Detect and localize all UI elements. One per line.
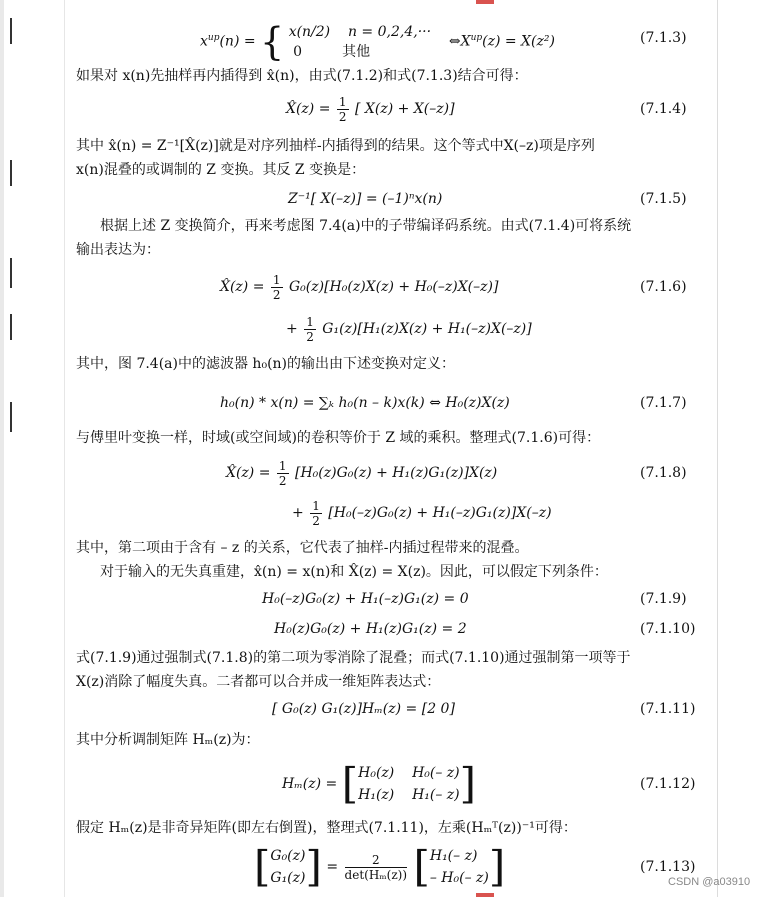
csdn-watermark: CSDN @a03910 [668, 876, 751, 888]
fraction [337, 95, 349, 124]
equation-number: (7.1.7) [640, 395, 687, 411]
equation-number: (7.1.3) [640, 30, 687, 46]
case-2-cond: 其他 [342, 43, 371, 60]
eq-expression: Z⁻¹[ X(–z)] = (–1)ⁿx(n) [288, 191, 443, 207]
paragraph-text: 与傅里叶变换一样，时域(或空间域)的卷积等价于 Z 域的乘积。整理式(7.1.6)可得： [76, 430, 601, 446]
eq-lhs: x [200, 33, 208, 50]
eq-rhs: X [460, 33, 471, 50]
eq-lhs: X̂(z) = [220, 279, 265, 295]
case-block [289, 22, 431, 62]
paragraph-text: 式(7.1.9)通过强制式(7.1.8)的第二项为零消除了混叠；而式(7.1.10)通过强制第一项等于 [76, 650, 631, 666]
eq-rhs: [ X(z) + X(–z)] [355, 101, 455, 117]
eq-lhs: Hₘ(z) = [282, 776, 338, 792]
matrix-row [358, 784, 460, 806]
equation-7-1-8 [0, 458, 783, 488]
fraction-denominator: 2 [278, 473, 287, 488]
vector-cell: – H₀(– z) [429, 870, 489, 886]
equation-number: (7.1.4) [640, 101, 687, 117]
fraction-numerator: 1 [306, 314, 314, 329]
fraction-numerator: 1 [312, 498, 320, 513]
vector-cell: H₁(– z) [429, 848, 478, 864]
eq-expression: h₀(n) * x(n) = ∑ₖ h₀(n – k)x(k) ⇔ H₀(z)X(z) [220, 395, 510, 411]
fraction-numerator: 1 [278, 458, 287, 473]
matrix-cell: H₁(– z) [412, 787, 460, 803]
equation-number: (7.1.5) [640, 191, 687, 207]
equation-7-1-4 [0, 94, 783, 124]
equals-sign: = [326, 859, 339, 875]
case-1-expr: x(n/2) [288, 23, 331, 40]
right-bracket: ] [488, 842, 506, 891]
fraction-numerator: 1 [338, 94, 347, 109]
plus-sign: + [292, 505, 304, 521]
equation-7-1-6 [0, 272, 783, 302]
left-bracket: [ [341, 759, 359, 808]
equation-number: (7.1.11) [640, 701, 696, 717]
matrix-cell: H₀(– z) [412, 765, 460, 781]
equivalence-arrow: ⇔ [448, 33, 461, 50]
matrix-cell: H₀(z) [358, 765, 395, 781]
fraction [271, 273, 283, 302]
fraction-denominator: 2 [312, 513, 320, 528]
paragraph-text: 假定 Hₘ(z)是非奇异矩阵(即左右倒置)，整理式(7.1.11)，左乘(Hₘᵀ(z))⁻¹可得： [76, 820, 577, 836]
eq-rhs: [H₀(z)G₀(z) + H₁(z)G₁(z)]X(z) [295, 465, 498, 481]
equation-number: (7.1.6) [640, 279, 687, 295]
equation-7-1-10 [0, 614, 783, 644]
fraction-denominator: 2 [338, 109, 347, 124]
fraction-denominator: det(Hₘ(z)) [344, 867, 408, 882]
right-bracket: ] [305, 842, 322, 891]
equation-7-1-5 [0, 184, 783, 214]
equation-7-1-13 [0, 840, 783, 894]
right-bracket: ] [459, 759, 477, 808]
eq-expression: [ G₀(z) G₁(z)]Hₘ(z) = [2 0] [272, 701, 455, 717]
paragraph-text: 对于输入的无失真重建，x̂(n) = x(n)和 X̂(z) = X(z)。因此，可以假定下列条件： [100, 564, 608, 580]
fraction [304, 315, 316, 344]
eq-lhs: X̂(z) = [286, 101, 331, 117]
fraction-denominator: 2 [306, 329, 314, 344]
eq-rhs: [H₀(–z)G₀(z) + H₁(–z)G₁(z)]X(–z) [328, 505, 552, 521]
paragraph-text: x(n)混叠的或调制的 Z 变换。其反 Z 变换是： [76, 162, 366, 178]
paragraph-text: 其中 x̂(n) = Z⁻¹[X̂(z)]就是对序列抽样-内插得到的结果。这个等式中X(–z)项是序列 [76, 138, 595, 154]
paragraph-text: X(z)消除了幅度失真。二者都可以合并成一维矩阵表达式： [76, 674, 441, 690]
equation-number: (7.1.13) [640, 859, 696, 875]
column-vector [430, 845, 489, 889]
left-bracket: [ [254, 842, 271, 891]
equation-7-1-6-continued [0, 314, 783, 344]
paragraph-text: 根据上述 Z 变换简介，再来考虑图 7.4(a)中的子带编译码系统。由式(7.1.4)可将系统 [100, 218, 632, 234]
equation-7-1-3 [0, 18, 783, 64]
equation-7-1-12 [0, 756, 783, 812]
eq-rhs-tail: (z) = X(z²) [482, 33, 555, 50]
fraction-denominator: 2 [272, 287, 281, 302]
paragraph-text: 输出表达为： [76, 242, 160, 258]
equation-7-1-9 [0, 584, 783, 614]
eq-lhs-tail: (n) = [219, 33, 256, 50]
fraction-numerator: 2 [345, 853, 407, 868]
fraction [310, 499, 322, 528]
case-row-1 [289, 22, 431, 42]
eq-rhs-sup: up [470, 33, 483, 43]
column-vector [270, 845, 305, 889]
case-2-expr: 0 [293, 43, 303, 60]
matrix [358, 762, 460, 806]
left-brace: { [260, 19, 285, 64]
equation-number: (7.1.9) [640, 591, 687, 607]
eq-rhs: G₁(z)[H₁(z)X(z) + H₁(–z)X(–z)] [322, 321, 532, 337]
paragraph-text: 其中，图 7.4(a)中的滤波器 h₀(n)的输出由下述变换对定义： [76, 356, 456, 372]
vector-cell: G₀(z) [270, 848, 306, 864]
paragraph-text: 其中，第二项由于含有 – z 的关系，它代表了抽样-内插过程带来的混叠。 [76, 540, 529, 556]
eq-expression: H₀(z)G₀(z) + H₁(z)G₁(z) = 2 [274, 621, 467, 637]
eq-rhs: G₀(z)[H₀(z)X(z) + H₀(–z)X(–z)] [289, 279, 499, 295]
equation-number: (7.1.8) [640, 465, 687, 481]
equation-7-1-8-continued [0, 498, 783, 528]
plus-sign: + [286, 321, 298, 337]
eq-sup: up [207, 33, 220, 43]
matrix-cell: H₁(z) [358, 787, 395, 803]
equation-number: (7.1.10) [640, 621, 696, 637]
fraction [277, 459, 289, 488]
equation-number: (7.1.12) [640, 776, 696, 792]
matrix-row [358, 762, 460, 784]
paragraph-text: 如果对 x(n)先抽样再内插得到 x̂(n)，由式(7.1.2)和式(7.1.3)结合可得： [76, 68, 528, 84]
case-row-2 [289, 42, 431, 62]
case-1-cond: n = 0,2,4,··· [347, 23, 432, 40]
fraction [345, 853, 407, 882]
paragraph-text: 其中分析调制矩阵 Hₘ(z)为： [76, 732, 260, 748]
fraction-numerator: 1 [272, 272, 281, 287]
equation-7-1-11 [0, 694, 783, 724]
vector-cell: G₁(z) [270, 870, 306, 886]
left-bracket: [ [413, 842, 430, 891]
eq-lhs: X̂(z) = [226, 465, 271, 481]
equation-7-1-7 [0, 388, 783, 418]
eq-expression: H₀(–z)G₀(z) + H₁(–z)G₁(z) = 0 [262, 591, 469, 607]
